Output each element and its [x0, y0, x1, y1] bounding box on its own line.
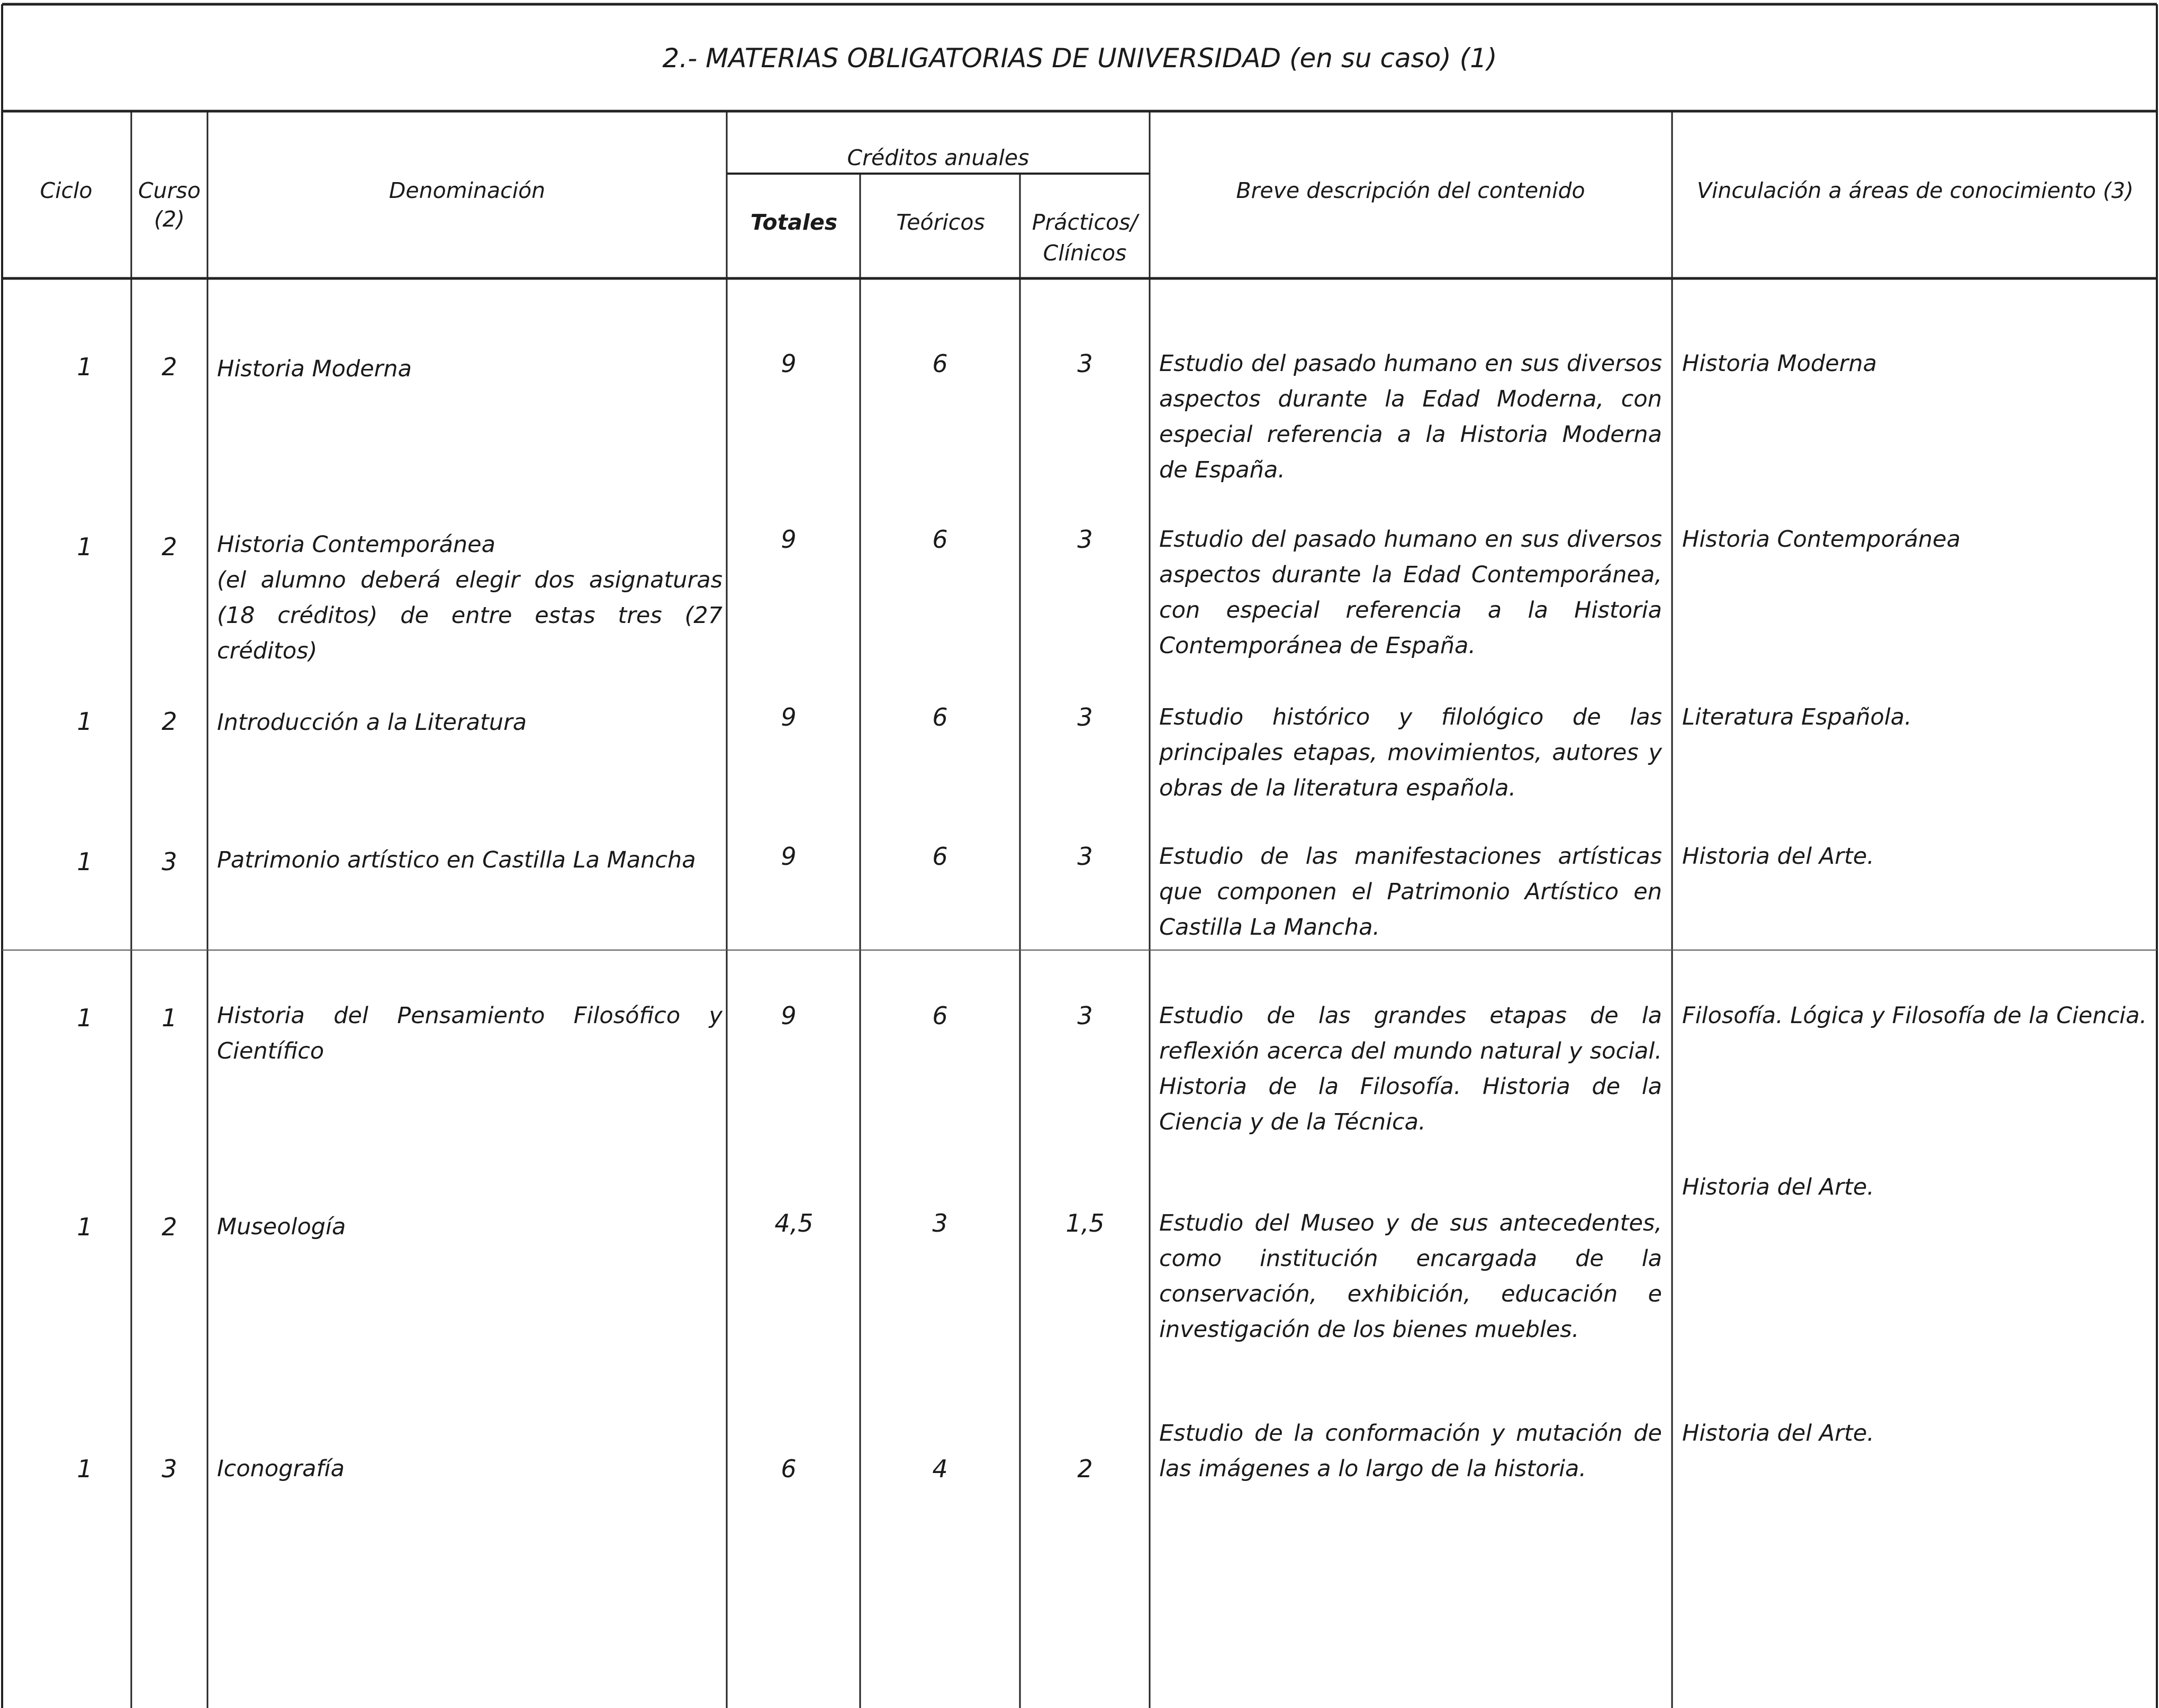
header-totales: Totales — [750, 210, 838, 235]
row3-vinculacion: Literatura Española. — [1682, 704, 1912, 730]
header-curso: Curso — [138, 178, 201, 203]
row2-denominacion-note: (el alumno deberá elegir dos asignaturas (18 créditos) de entre estas tres (27 créditos) — [217, 567, 722, 664]
row6-vinculacion: Historia del Arte. — [1682, 1174, 1874, 1200]
row2-denominacion: Historia Contemporánea — [217, 531, 495, 558]
row6-descripcion: Estudio del Museo y de sus antecedentes, como institución encargada de la conservación, exhibición, educación e investigación de los bienes muebles. — [1159, 1210, 1662, 1343]
row2-ciclo: 1 — [77, 532, 93, 561]
row5-vinculacion: Filosofía. Lógica y Filosofía de la Ciencia. — [1682, 1002, 2147, 1029]
row3-curso: 2 — [161, 707, 177, 736]
row4-denominacion: Patrimonio artístico en Castilla La Mancha — [217, 847, 696, 873]
row2-teoricos: 6 — [932, 525, 948, 554]
row5-denominacion: Historia del Pensamiento Filosófico y Científico — [217, 1002, 722, 1064]
row7-denominacion: Iconografía — [217, 1456, 345, 1482]
row3-totales: 9 — [781, 703, 797, 731]
header-curso-note: (2) — [153, 206, 185, 232]
row2-totales: 9 — [781, 525, 797, 554]
row4-ciclo: 1 — [77, 847, 93, 876]
row4-practicos: 3 — [1077, 842, 1093, 871]
row3-practicos: 3 — [1077, 703, 1093, 731]
row7-practicos: 2 — [1077, 1454, 1093, 1483]
row1-vinculacion: Historia Moderna — [1682, 350, 1877, 377]
row3-denominacion: Introducción a la Literatura — [217, 709, 527, 736]
row6-curso: 2 — [161, 1213, 177, 1241]
row7-ciclo: 1 — [77, 1454, 93, 1483]
header-creditos-anuales: Créditos anuales — [847, 145, 1029, 170]
row1-totales: 9 — [781, 349, 797, 378]
row7-descripcion: Estudio de la conformación y mutación de las imágenes a lo largo de la historia. — [1159, 1420, 1662, 1482]
row1-denominacion: Historia Moderna — [217, 356, 412, 382]
header-practicos-1: Prácticos/ — [1032, 210, 1138, 235]
row4-descripcion: Estudio de las manifestaciones artísticas que componen el Patrimonio Artístico en Castilla La Mancha. — [1159, 843, 1662, 941]
row2-practicos: 3 — [1077, 525, 1093, 554]
header-denominacion: Denominación — [389, 178, 546, 203]
row5-ciclo: 1 — [77, 1004, 93, 1032]
row5-practicos: 3 — [1077, 1001, 1093, 1030]
row4-totales: 9 — [781, 842, 797, 871]
row3-descripcion: Estudio histórico y filológico de las principales etapas, movimientos, autores y obras de la literatura española. — [1159, 704, 1662, 801]
page-title: 2.- MATERIAS OBLIGATORIAS DE UNIVERSIDAD (en su caso) (1) — [662, 43, 1497, 74]
row3-teoricos: 6 — [932, 703, 948, 731]
row6-teoricos: 3 — [932, 1209, 948, 1237]
row7-curso: 3 — [161, 1454, 177, 1483]
row7-totales: 6 — [781, 1454, 797, 1483]
row6-practicos: 1,5 — [1065, 1209, 1105, 1237]
row4-vinculacion: Historia del Arte. — [1682, 843, 1874, 870]
row7-vinculacion: Historia del Arte. — [1682, 1420, 1874, 1447]
row1-practicos: 3 — [1077, 349, 1093, 378]
row2-descripcion: Estudio del pasado humano en sus diversos aspectos durante la Edad Contemporánea, con especial referencia a la Historia Contemporánea de España. — [1159, 526, 1662, 659]
row6-ciclo: 1 — [77, 1213, 93, 1241]
header-practicos-2: Clínicos — [1043, 240, 1127, 266]
row1-descripcion: Estudio del pasado humano en sus diversos aspectos durante la Edad Moderna, con especial referencia a la Historia Moderna de España. — [1159, 350, 1662, 483]
row3-ciclo: 1 — [77, 707, 93, 736]
header-vinculacion: Vinculación a áreas de conocimiento (3) — [1696, 178, 2134, 203]
row5-totales: 9 — [781, 1001, 797, 1030]
row4-teoricos: 6 — [932, 842, 948, 871]
row2-curso: 2 — [161, 532, 177, 561]
row7-teoricos: 4 — [932, 1454, 948, 1483]
row5-curso: 1 — [161, 1004, 177, 1032]
row2-vinculacion: Historia Contemporánea — [1682, 526, 1961, 553]
row1-teoricos: 6 — [932, 349, 948, 378]
row1-curso: 2 — [161, 353, 177, 381]
row4-curso: 3 — [161, 847, 177, 876]
row1-ciclo: 1 — [77, 353, 93, 381]
row6-denominacion: Museología — [217, 1214, 346, 1240]
row5-descripcion: Estudio de las grandes etapas de la reflexión acerca del mundo natural y social. Historia de la Filosofía. Historia de la Ciencia y de la Técnica. — [1159, 1002, 1662, 1135]
header-teoricos: Teóricos — [896, 210, 985, 235]
header-ciclo: Ciclo — [40, 178, 93, 203]
row6-totales: 4,5 — [774, 1209, 814, 1237]
header-descripcion: Breve descripción del contenido — [1236, 178, 1585, 203]
row5-teoricos: 6 — [932, 1001, 948, 1030]
